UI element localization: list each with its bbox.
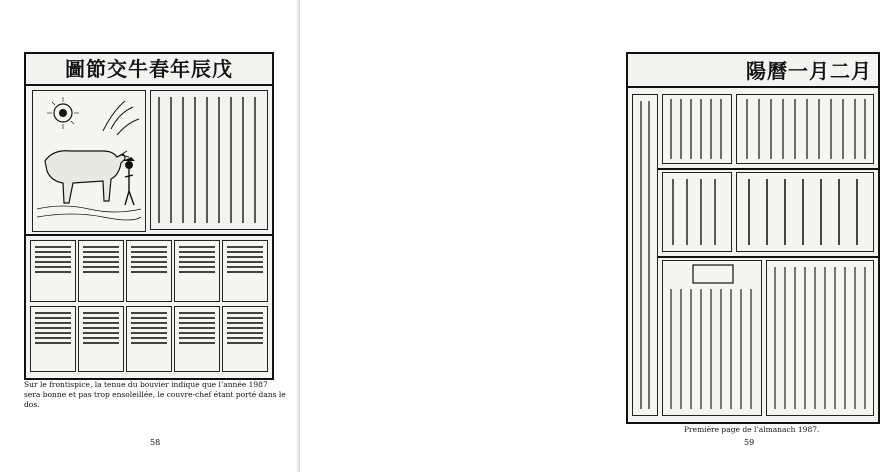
frontispice-plate: [24, 52, 274, 380]
ox-herdsman-drawing: [33, 91, 145, 231]
divider: [26, 234, 272, 236]
month-cell: [174, 306, 220, 372]
month-cell: [126, 306, 172, 372]
month-cell: [30, 240, 76, 302]
month-cell: [30, 306, 76, 372]
month-cell: [126, 240, 172, 302]
date-block: [662, 94, 732, 164]
almanac-page-plate: [626, 52, 880, 424]
month-cell: [78, 240, 124, 302]
right-page: [300, 0, 872, 472]
left-page: [0, 0, 300, 472]
divider: [658, 256, 878, 258]
spring-festival-block: [662, 260, 762, 416]
almanac-caption: Première page de l’almanach 1987.: [684, 425, 820, 434]
daily-almanac-block: [766, 260, 874, 416]
page-number-left: 58: [150, 438, 161, 447]
month-cell: [222, 240, 268, 302]
ox-and-herdsman-illustration: [32, 90, 146, 232]
month-cell: [78, 306, 124, 372]
frontispice-caption: Sur le frontispice, la tenue du bouvier indique que l’année 1987 sera bonne et pas trop ensoleillée, le couvre-chef étant porté dans le dos.: [24, 380, 286, 409]
month-header-block: [736, 94, 874, 164]
divider: [658, 168, 878, 170]
month-cell: [222, 306, 268, 372]
side-column: [632, 94, 658, 416]
month-cell: [174, 240, 220, 302]
frontispice-title: 圖節交牛春年辰戊: [26, 54, 272, 86]
day-entries-block: [736, 172, 874, 252]
forecast-verse-block: [150, 90, 268, 230]
page-number-right: 59: [744, 438, 755, 447]
auspicious-block: [662, 172, 732, 252]
almanac-title: 陽曆一月二月: [628, 54, 878, 88]
